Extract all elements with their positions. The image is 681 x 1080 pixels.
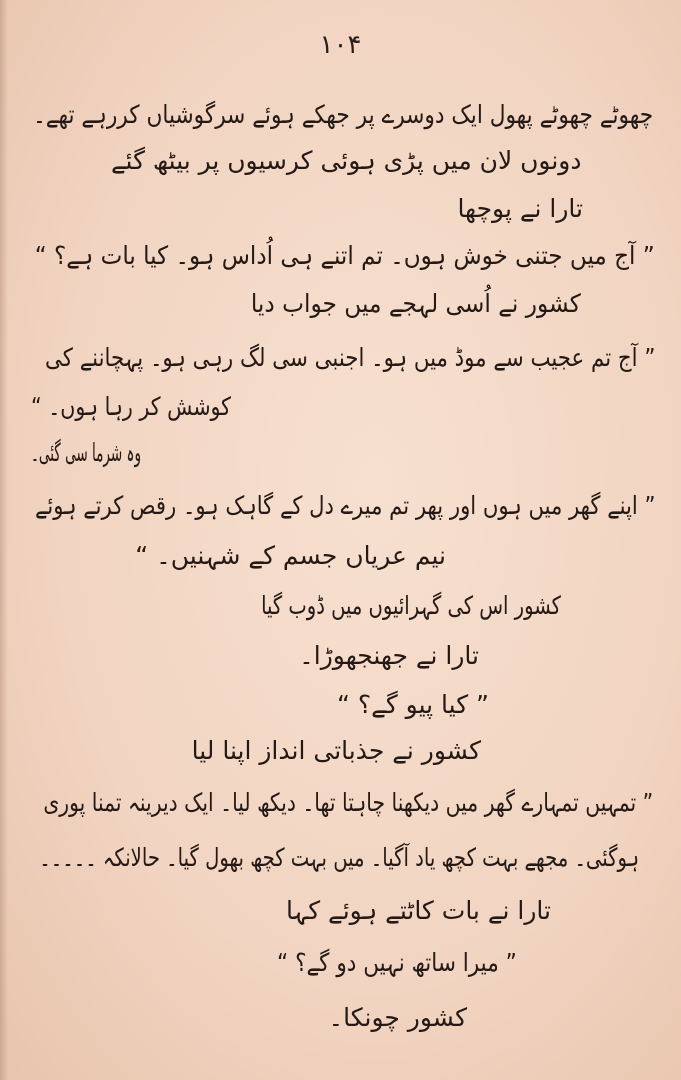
text-line-10: نیم عریاں جسم کے شہنیں۔ “ (135, 541, 446, 570)
text-line-19: کشور چونکا۔ (328, 1003, 467, 1032)
text-line-14: کشور نے جذباتی انداز اپنا لیا (191, 736, 481, 765)
page-number: ۱۰۴ (319, 30, 362, 60)
text-line-17: تارا نے بات کاٹتے ہوئے کہا (285, 896, 551, 925)
text-line-7: کوشش کر رہا ہوں۔ “ (31, 392, 231, 421)
text-line-9: ” اپنے گھر میں ہوں اور پھر تم میرے دل کے گاہک ہو۔ رقص کرتے ہوئے (34, 491, 655, 520)
text-line-13: ” کیا پیو گے؟ “ (337, 690, 489, 719)
page-edge-shadow (0, 0, 8, 1080)
text-line-5: کشور نے اُسی لہجے میں جواب دیا (251, 289, 581, 318)
text-line-6: ” آج تم عجیب سے موڈ میں ہو۔ اجنبی سی لگ رہی ہو۔ پہچاننے کی (44, 343, 655, 372)
text-line-11: کشور اس کی گہرائیوں میں ڈوب گیا (261, 591, 561, 620)
text-line-15: ” تمہیں تمہارے گھر میں دیکھنا چاہتا تھا۔ دیکھ لیا۔ ایک دیرینہ تمنا پوری (43, 788, 653, 817)
text-line-3: تارا نے پوچھا (457, 194, 583, 223)
text-line-18: ” میرا ساتھ نہیں دو گے؟ “ (277, 948, 517, 977)
text-line-1: چھوٹے چھوٹے پھول ایک دوسرے پر جھکے ہوئے سرگوشیاں کررہے تھے۔ (32, 100, 653, 129)
text-line-12: تارا نے جھنجھوڑا۔ (299, 641, 479, 670)
text-line-8: وہ شرما سی گئی۔ (30, 438, 141, 467)
text-line-16: ہوگئی۔ مجھے بہت کچھ یاد آگیا۔ میں بہت کچھ بھول گیا۔ حالانکہ ۔۔۔۔۔ (39, 843, 639, 872)
text-line-2: دونوں لان میں پڑی ہوئی کرسیوں پر بیٹھ گئے (110, 146, 581, 175)
text-line-4: ” آج میں جتنی خوش ہوں۔ تم اتنے ہی اُداس ہو۔ کیا بات ہے؟ “ (35, 241, 655, 270)
